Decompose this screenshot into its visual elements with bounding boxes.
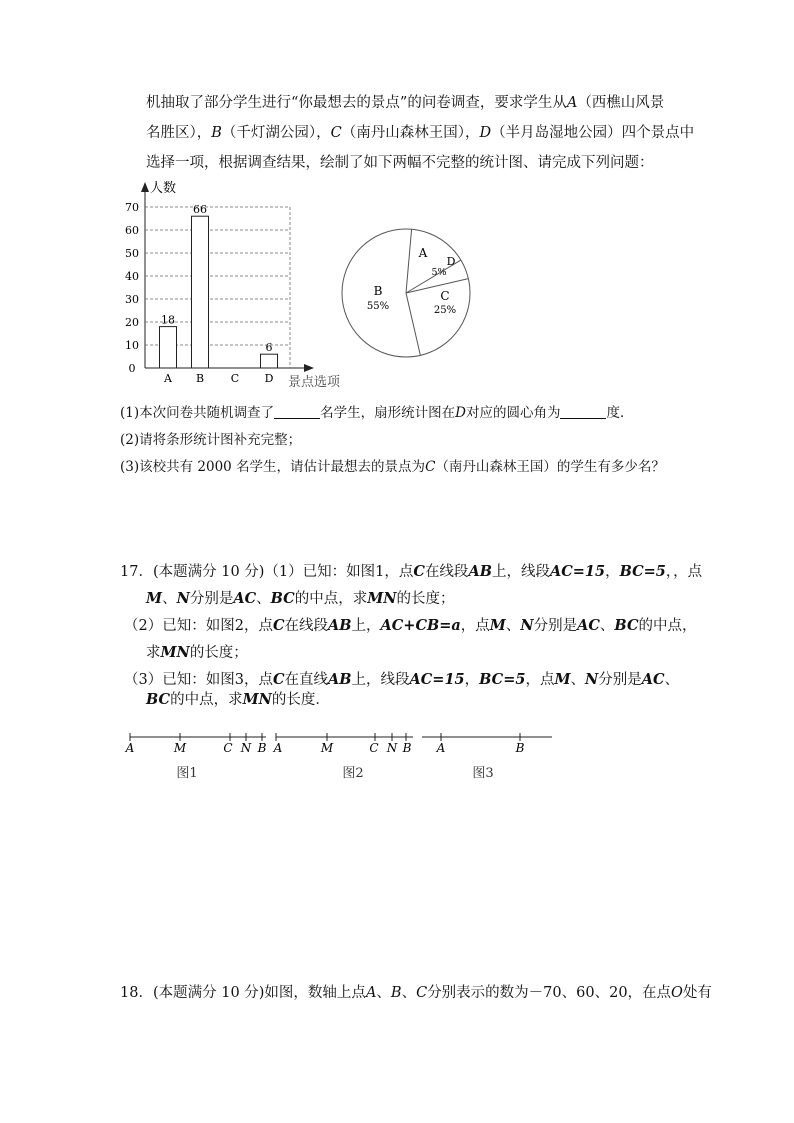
intro-line-3: 选择一项，根据调查结果，绘制了如下两幅不完整的统计图、请完成下列问题： <box>146 155 654 171</box>
answer-blank-students[interactable] <box>274 404 320 419</box>
point-label-a: A <box>436 741 446 755</box>
pie-percent-d: 5% <box>431 267 447 278</box>
intro-line-2: 名胜区），B（千灯湖公园），C（南丹山森林王国），D（半月岛湿地公园）四个景点中 <box>146 125 695 141</box>
figure-1-caption: 图1 <box>176 766 198 781</box>
figure-3 <box>420 728 560 786</box>
x-axis-arrow <box>304 364 314 372</box>
pie-label-c: C <box>440 289 450 303</box>
problem-17-line-1: 17．(本题满分 10 分)（1）已知：如图1，点C在线段AB上，线段AC=15，BC=5，，点 <box>120 563 703 580</box>
problem-17-line-3: （2）已知：如图2，点C在线段AB上，AC+CB=a，点M、N分别是AC、BC的中点， <box>124 617 697 634</box>
question-3: (3)该校共有 2000 名学生，请估计最想去的景点为C（南丹山森林王国）的学生有多少名？ <box>120 459 665 475</box>
y-tick-label: 10 <box>125 339 139 352</box>
x-tick-label-a: A <box>164 372 172 385</box>
data-label-d: 6 <box>265 341 273 355</box>
bar-chart <box>110 178 360 393</box>
y-tick-label: 20 <box>125 316 139 329</box>
pie-label-a: A <box>418 246 428 260</box>
y-tick-label: 40 <box>125 270 139 283</box>
problem-17-line-4: 求MN的长度； <box>146 644 248 661</box>
pie-percent-b: 55% <box>366 301 390 312</box>
point-label-c: C <box>369 741 379 755</box>
answer-blank-angle[interactable] <box>560 404 606 419</box>
intro-line-1: 机抽取了部分学生进行“你最想去的景点”的问卷调查，要求学生从A（西樵山风景 <box>146 95 665 111</box>
y-tick-label-0: 0 <box>128 362 136 375</box>
question-2: (2)请将条形统计图补充完整； <box>120 432 302 448</box>
point-label-b: B <box>515 741 525 755</box>
point-label-b: B <box>402 741 412 755</box>
y-tick-label: 50 <box>125 247 139 260</box>
problem-17-line-6: BC的中点，求MN的长度． <box>146 691 330 708</box>
problem-17-line-5: （3）已知：如图3，点C在直线AB上，线段AC=15，BC=5，点M、N分别是AC、 <box>124 671 680 688</box>
point-label-c: C <box>223 741 233 755</box>
point-label-m: M <box>320 741 334 755</box>
figure-2-caption: 图2 <box>342 766 364 781</box>
x-axis-label: 景点选项 <box>288 375 341 390</box>
problem-17-line-2: M、N分别是AC、BC的中点，求MN的长度； <box>146 590 455 607</box>
y-axis-arrow <box>141 182 149 192</box>
point-label-a: A <box>273 741 283 755</box>
problem-18-line-1: 18．(本题满分 10 分)如图，数轴上点A、B、C分别表示的数为－70、60、20，在点O处有 <box>120 985 712 1001</box>
pie-chart <box>338 225 478 365</box>
figure-3-caption: 图3 <box>472 766 494 781</box>
x-tick-label-d: D <box>264 372 274 385</box>
question-1: (1)本次问卷共随机调查了 名学生，扇形统计图在D对应的圆心角为 度． <box>120 405 634 421</box>
bar-b <box>192 216 209 368</box>
y-tick-label: 70 <box>125 201 139 214</box>
point-label-n: N <box>386 741 398 755</box>
figure-2 <box>268 728 420 786</box>
point-label-a: A <box>125 741 135 755</box>
data-label-a: 18 <box>161 313 175 327</box>
data-label-b: 66 <box>193 203 207 217</box>
x-tick-label-b: B <box>195 372 205 385</box>
y-tick-label: 60 <box>125 224 139 237</box>
pie-percent-c: 25% <box>433 305 457 316</box>
figure-1 <box>122 728 272 786</box>
pie-label-d: D <box>446 255 456 268</box>
pie-label-b: B <box>373 284 383 298</box>
x-tick-label-c: C <box>230 372 240 385</box>
point-label-n: N <box>240 741 252 755</box>
point-label-b: B <box>257 741 267 755</box>
bar-d <box>261 354 278 368</box>
y-tick-label: 30 <box>125 293 139 306</box>
y-axis-label: 人数 <box>150 181 177 196</box>
bar-a <box>160 327 177 368</box>
point-label-m: M <box>173 741 187 755</box>
